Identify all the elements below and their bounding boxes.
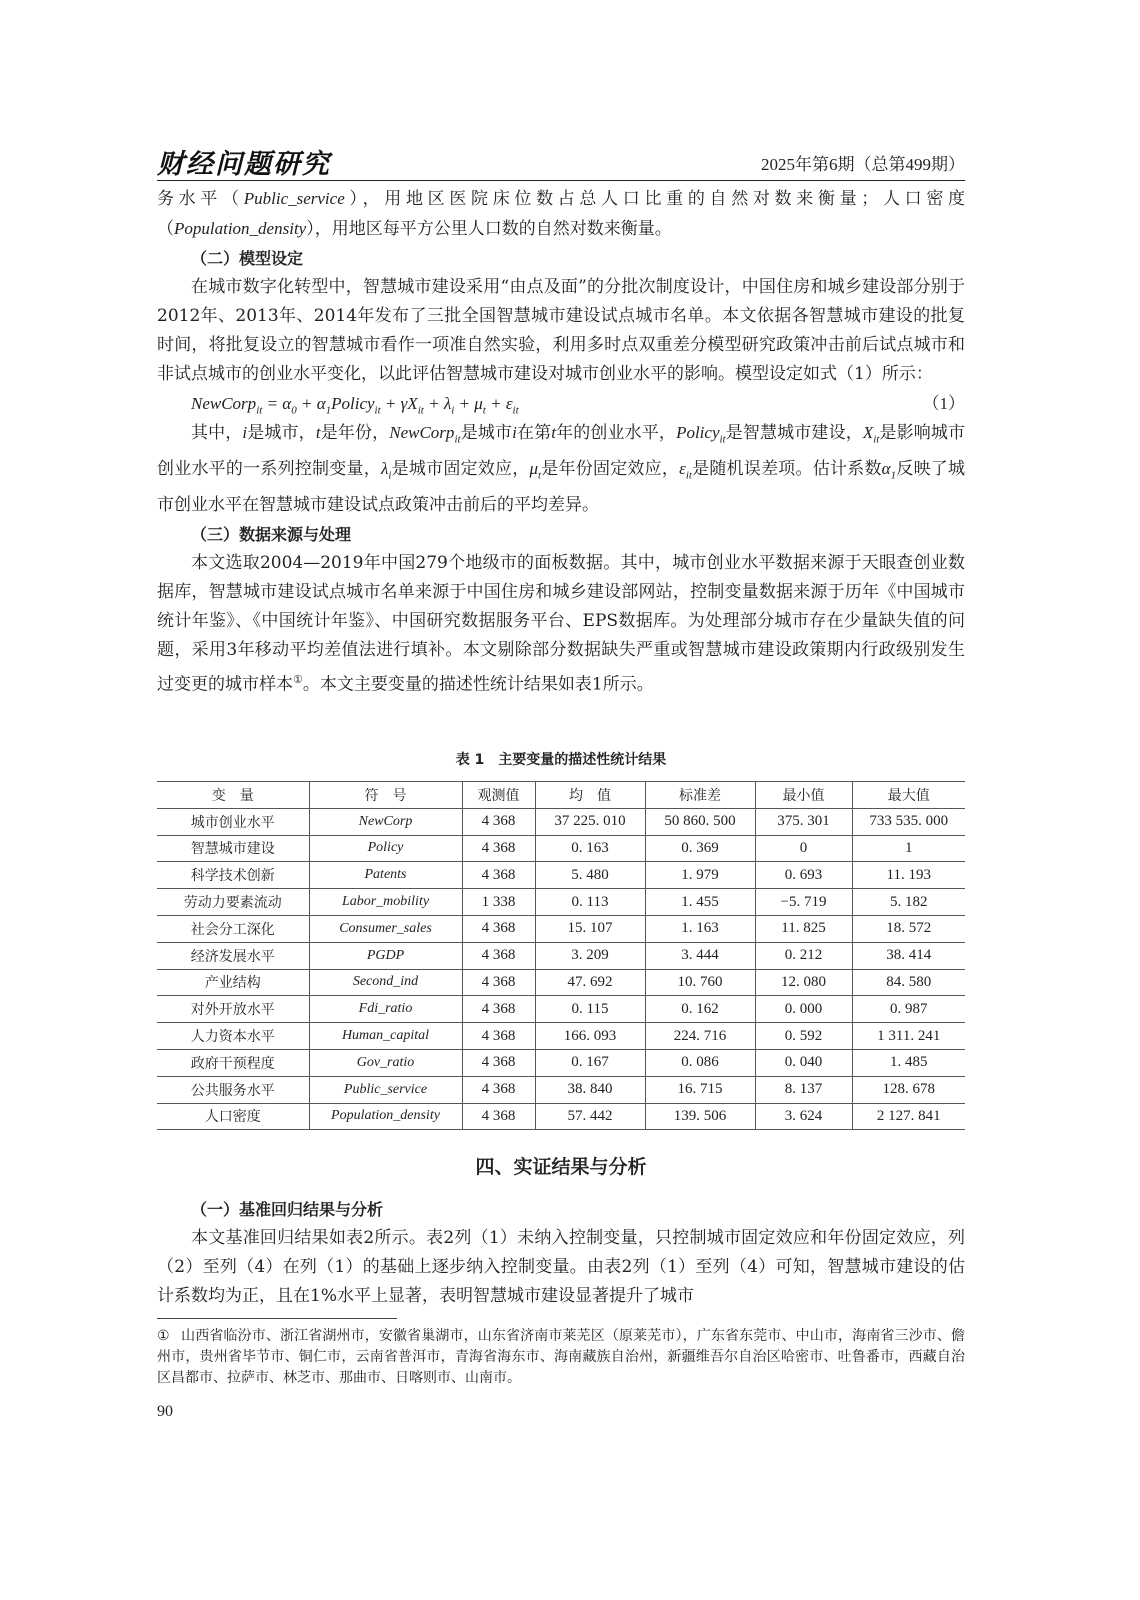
stat-value-cell: 1 [852, 835, 965, 862]
text-span: 在第 [516, 423, 552, 443]
variable-symbol-cell: Second_ind [309, 969, 462, 996]
variable-symbol-cell: Public_service [309, 1076, 462, 1103]
text-span: 是城市固定效应， [391, 459, 530, 480]
variable-name-cell: 智慧城市建设 [157, 835, 309, 862]
table-header-cell: 符 号 [309, 782, 462, 809]
section-heading-model: （二）模型设定 [191, 249, 304, 268]
stat-value-cell: 1. 163 [645, 915, 755, 942]
stat-value-cell: 0. 113 [535, 889, 645, 916]
stat-value-cell: −5. 719 [755, 889, 852, 916]
stat-value-cell: 0. 693 [755, 862, 852, 889]
table-row [157, 942, 965, 969]
table-row [157, 862, 965, 889]
text-span: ），用地区医院床位数占总人口比重的自然对数来衡量；人口密度 [344, 189, 966, 209]
stat-value-cell: 15. 107 [535, 915, 645, 942]
footnote [157, 1326, 965, 1389]
text-span: 年的创业水平， [555, 423, 677, 443]
variable-name-cell: 人口密度 [157, 1103, 309, 1130]
stat-value-cell: 37 225. 010 [535, 808, 645, 835]
section-heading-data: （三）数据来源与处理 [191, 524, 352, 544]
stat-value-cell: 3. 444 [645, 942, 755, 969]
table-header-cell: 均 值 [535, 782, 645, 809]
text-span: 是随机误差项。估计系数 [691, 459, 882, 480]
data-paragraph [157, 549, 965, 700]
math-mu: $\mu_t$ [529, 459, 542, 482]
variable-name-cell: 产业结构 [157, 969, 309, 996]
stat-value-cell: 84. 580 [852, 969, 965, 996]
journal-title: 财经问题研究 [157, 149, 331, 180]
text-span: 是影响城市创业水平的一系列控制变量， [157, 423, 966, 480]
variable-symbol-cell: PGDP [309, 942, 462, 969]
table-header-cell: 最小值 [755, 782, 852, 809]
table-row [157, 1049, 965, 1076]
variable-name-cell: 经济发展水平 [157, 942, 309, 969]
variable-symbol-cell: Policy [309, 835, 462, 862]
stat-value-cell: 3. 624 [755, 1103, 852, 1130]
stat-value-cell: 0. 987 [852, 996, 965, 1023]
running-header [157, 140, 965, 181]
text-span: 。本文主要变量的描述性统计结果如表1所示。 [302, 674, 654, 695]
issue-info: 2025年第6期（总第499期） [761, 155, 965, 174]
footnote-divider [157, 1318, 397, 1319]
stat-value-cell: 38. 414 [852, 942, 965, 969]
table-row [157, 889, 965, 916]
equation-formula: NewCorp$_{it}$ = $\alpha_0$ + $\alpha_1Policy_{it} + \gamma X_{it} + \lambda_i + \mu_t + \varepsilon_{it}$ [191, 394, 519, 417]
section-heading-baseline: （一）基准回归结果与分析 [191, 1200, 384, 1219]
table-header-cell: 变 量 [157, 782, 309, 809]
table-row [157, 835, 965, 862]
stat-value-cell: 38. 840 [535, 1076, 645, 1103]
math-t: t [315, 423, 321, 442]
stat-value-cell: 50 860. 500 [645, 808, 755, 835]
var-public-service: Public_service [243, 189, 345, 208]
stat-value-cell: 4 368 [462, 969, 535, 996]
math-alpha1: $\alpha_1$ [881, 459, 897, 482]
stat-value-cell: 0. 040 [755, 1049, 852, 1076]
text-span: 是年份， [320, 423, 390, 443]
stat-value-cell: 0. 162 [645, 996, 755, 1023]
text-span: ），用地区每平方公里人口数的自然对数来衡量。 [306, 219, 672, 239]
stat-value-cell: 4 368 [462, 996, 535, 1023]
stat-value-cell: 1. 485 [852, 1049, 965, 1076]
stat-value-cell: 0. 212 [755, 942, 852, 969]
math-policy: Policy$_{it}$ [676, 423, 726, 446]
table-header-cell: 最大值 [852, 782, 965, 809]
variable-name-cell: 城市创业水平 [157, 808, 309, 835]
text-span: （ [157, 219, 174, 239]
table-header-cell: 标准差 [645, 782, 755, 809]
stat-value-cell: 1. 455 [645, 889, 755, 916]
stat-value-cell: 139. 506 [645, 1103, 755, 1130]
stat-value-cell: 2 127. 841 [852, 1103, 965, 1130]
variable-symbol-cell: Human_capital [309, 1023, 462, 1050]
text-span: 是年份固定效应， [541, 459, 680, 480]
stat-value-cell: 8. 137 [755, 1076, 852, 1103]
stat-value-cell: 733 535. 000 [852, 808, 965, 835]
table-row [157, 1076, 965, 1103]
stat-value-cell: 4 368 [462, 862, 535, 889]
stat-value-cell: 11. 193 [852, 862, 965, 889]
math-x: $X_{it}$ [862, 423, 880, 446]
equation-1 [157, 389, 965, 418]
math-t: t [551, 423, 556, 442]
table-row [157, 996, 965, 1023]
equation-number: （1） [922, 394, 965, 413]
stat-value-cell: 0. 369 [645, 835, 755, 862]
text-span: 本文选取2004—2019年中国279个地级市的面板数据。其中，城市创业水平数据来源于天眼查创业数据库，智慧城市建设试点城市名单来源于中国住房和城乡建设部网站，控制变量数据来源于历年《中国城市统计年鉴》、《中国统计年鉴》、中国研究数据服务平台、EPS数据库。为处理部分城市存在少量缺失值的问题，采用3年移动平均差值法进行填补。本文剔除部分数据缺失严重或智慧城市建设政策期内行政级别发生过变更的城市样本 [157, 552, 965, 695]
stat-value-cell: 16. 715 [645, 1076, 755, 1103]
stat-value-cell: 0. 163 [535, 835, 645, 862]
stat-value-cell: 4 368 [462, 835, 535, 862]
variable-symbol-cell: Fdi_ratio [309, 996, 462, 1023]
stat-value-cell: 0. 086 [645, 1049, 755, 1076]
stat-value-cell: 11. 825 [755, 915, 852, 942]
variable-name-cell: 公共服务水平 [157, 1076, 309, 1103]
body-text-bottom [157, 1195, 965, 1311]
stat-value-cell: 18. 572 [852, 915, 965, 942]
stat-value-cell: 128. 678 [852, 1076, 965, 1103]
stat-value-cell: 0. 000 [755, 996, 852, 1023]
table-row [157, 969, 965, 996]
stat-value-cell: 0. 167 [535, 1049, 645, 1076]
variable-symbol-cell: Gov_ratio [309, 1049, 462, 1076]
model-paragraph: 在城市数字化转型中，智慧城市建设采用“由点及面”的分批次制度设计，中国住房和城乡建设部分别于2012年、2013年、2014年发布了三批全国智慧城市建设试点城市名单。本文依据各智慧城市建设的批复时间，将批复设立的智慧城市看作一项准自然实验，利用多时点双重差分模型研究政策冲击前后试点城市和非试点城市的创业水平变化，以此评估智慧城市建设对城市创业水平的影响。模型设定如式（1）所示： [157, 277, 965, 384]
variable-name-cell: 对外开放水平 [157, 996, 309, 1023]
page-number: 90 [157, 1403, 173, 1420]
variable-symbol-cell: Labor_mobility [309, 889, 462, 916]
stat-value-cell: 57. 442 [535, 1103, 645, 1130]
stat-value-cell: 12. 080 [755, 969, 852, 996]
text-span: 是城市， [247, 423, 316, 443]
table-row [157, 915, 965, 942]
stat-value-cell: 4 368 [462, 1023, 535, 1050]
variable-symbol-cell: Population_density [309, 1103, 462, 1130]
table-header-row [157, 782, 965, 809]
variable-name-cell: 劳动力要素流动 [157, 889, 309, 916]
stat-value-cell: 0 [755, 835, 852, 862]
variable-name-cell: 社会分工深化 [157, 915, 309, 942]
stat-value-cell: 3. 209 [535, 942, 645, 969]
table-header-cell: 观测值 [462, 782, 535, 809]
math-lambda: $\lambda_i$ [380, 459, 392, 482]
math-i: i [242, 423, 248, 442]
stat-value-cell: 5. 480 [535, 862, 645, 889]
text-span: 是智慧城市建设， [725, 423, 863, 443]
variable-symbol-cell: NewCorp [309, 808, 462, 835]
stat-value-cell: 10. 760 [645, 969, 755, 996]
footnote-text: 山西省临汾市、浙江省湖州市，安徽省巢湖市，山东省济南市莱芜区（原莱芜市），广东省东莞市、中山市，海南省三沙市、儋州市，贵州省毕节市、铜仁市，云南省普洱市，青海省海东市、海南藏族自治州，新疆维吾尔自治区哈密市、吐鲁番市，西藏自治区昌都市、拉萨市、林芝市、那曲市、日喀则市、山南市。 [157, 1328, 965, 1386]
stat-value-cell: 0. 592 [755, 1023, 852, 1050]
stat-value-cell: 375. 301 [755, 808, 852, 835]
stat-value-cell: 4 368 [462, 808, 535, 835]
variable-symbol-cell: Consumer_sales [309, 915, 462, 942]
stat-value-cell: 4 368 [462, 1103, 535, 1130]
model-explanation [157, 418, 965, 520]
math-newcorp: NewCorp$_{it}$ [389, 423, 461, 446]
stat-value-cell: 4 368 [462, 942, 535, 969]
stat-value-cell: 47. 692 [535, 969, 645, 996]
math-epsilon: $\varepsilon_{it}$ [679, 459, 692, 482]
text-span: 反映了城市创业水平在智慧城市建设试点政策冲击前后的平均差异。 [157, 459, 966, 515]
stat-value-cell: 5. 182 [852, 889, 965, 916]
math-i: i [512, 423, 517, 442]
stat-value-cell: 1 338 [462, 889, 535, 916]
text-span: 是城市 [460, 423, 513, 443]
variable-name-cell: 科学技术创新 [157, 862, 309, 889]
chapter-title: 四、实证结果与分析 [475, 1156, 647, 1178]
table-title: 表 1 主要变量的描述性统计结果 [455, 752, 667, 768]
table-body [157, 808, 965, 1130]
descriptive-stats-table [157, 781, 965, 1130]
stat-value-cell: 224. 716 [645, 1023, 755, 1050]
stat-value-cell: 0. 115 [535, 996, 645, 1023]
stat-value-cell: 4 368 [462, 1049, 535, 1076]
stat-value-cell: 4 368 [462, 915, 535, 942]
text-span: 务水平（ [157, 189, 244, 209]
var-population-density: Population_density [174, 219, 307, 238]
stat-value-cell: 166. 093 [535, 1023, 645, 1050]
stat-value-cell: 4 368 [462, 1076, 535, 1103]
footnote-mark: ① [157, 1328, 170, 1344]
variable-symbol-cell: Patents [309, 862, 462, 889]
text-span: 其中， [191, 423, 243, 443]
table-row [157, 1023, 965, 1050]
stat-value-cell: 1 311. 241 [852, 1023, 965, 1050]
body-text-top [157, 184, 965, 699]
continuation-paragraph [157, 184, 965, 244]
stat-value-cell: 1. 979 [645, 862, 755, 889]
variable-name-cell: 政府干预程度 [157, 1049, 309, 1076]
table-row [157, 808, 965, 835]
table-row [157, 1103, 965, 1130]
baseline-paragraph: 本文基准回归结果如表2所示。表2列（1）未纳入控制变量，只控制城市固定效应和年份固定效应，列（2）至列（4）在列（1）的基础上逐步纳入控制变量。由表2列（1）至列（4）可知，智慧城市建设的估计系数均为正，且在1%水平上显著，表明智慧城市建设显著提升了城市 [157, 1228, 965, 1306]
footnote-ref[interactable]: ① [293, 672, 303, 686]
variable-name-cell: 人力资本水平 [157, 1023, 309, 1050]
